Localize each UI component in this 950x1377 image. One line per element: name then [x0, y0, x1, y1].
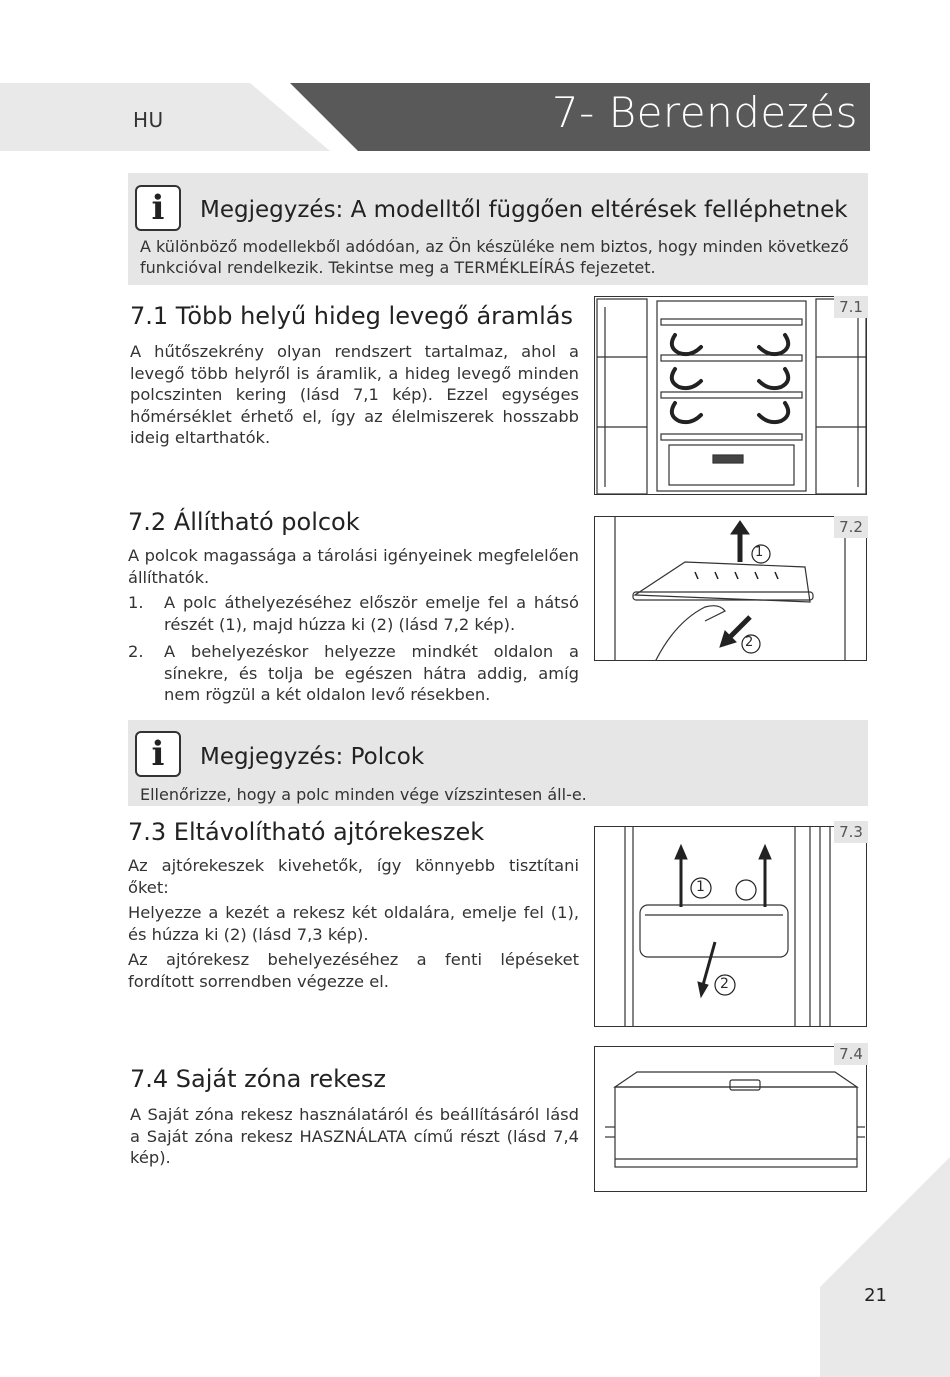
figure-7-2 [594, 516, 867, 661]
language-code: HU [133, 108, 164, 132]
section-7-2-steps [128, 592, 579, 706]
note-box-shelves [128, 720, 868, 806]
section-7-2-intro: A polcok magassága a tárolási igényeinek megfelelően állíthatók. [128, 546, 579, 587]
note-box-model-variations [128, 173, 868, 285]
fridge-airflow-illustration [595, 297, 867, 495]
figure-7-1 [594, 296, 867, 495]
note-title: Megjegyzés: A modelltől függően eltérések felléphetnek [200, 197, 848, 223]
door-bin-removal-illustration [595, 827, 867, 1027]
note-title: Megjegyzés: Polcok [200, 744, 425, 770]
info-icon: i [135, 185, 181, 231]
figure-7-4-label: 7.4 [834, 1043, 868, 1065]
section-7-3-p2: Helyezze a kezét a rekesz két oldalára, emelje fel (1), és húzza ki (2) (lásd 7,3 kép). [128, 903, 579, 944]
section-7-3-p3: Az ajtórekesz behelyezéséhez a fenti lépéseket fordított sorrendben végezze el. [128, 950, 579, 991]
step-item [128, 641, 579, 706]
step-text: A polc áthelyezéséhez először emelje fel a hátsó részét (1), majd húzza ki (2) (lásd 7,2 kép). [164, 593, 579, 634]
step-number: 1. [128, 593, 144, 612]
section-7-4-title: 7.4 Saját zóna rekesz [130, 1065, 386, 1093]
section-7-2-body [128, 545, 579, 712]
figure-7-3-label: 7.3 [834, 821, 868, 843]
shelf-removal-illustration [595, 517, 867, 661]
header-left-band [0, 83, 330, 151]
info-icon: i [135, 731, 181, 777]
note-text: Ellenőrizze, hogy a polc minden vége vízszintesen áll-e. [140, 785, 587, 804]
section-7-3-p1: Az ajtórekeszek kivehetők, így könnyebb tisztítani őket: [128, 856, 579, 897]
figure-7-1-label: 7.1 [834, 296, 868, 318]
chapter-title: 7- Berendezés [551, 88, 858, 137]
page-number: 21 [864, 1285, 887, 1306]
section-7-1-text: A hűtőszekrény olyan rendszert tartalmaz, ahol a levegő több helyről is áramlik, a hideg levegő minden polcszinten kering (lásd 7,1 kép). Ezzel egységes hőmérséklet érhető el, így az élelmiszerek hosszabb ideig eltarthatók. [130, 342, 579, 447]
section-7-3-body [128, 855, 579, 996]
section-7-1-title: 7.1 Több helyű hideg levegő áramlás [130, 302, 574, 330]
step-item [128, 592, 579, 635]
callout-2: 2 [720, 976, 729, 992]
callout-1: 1 [696, 879, 705, 895]
figure-7-3 [594, 826, 867, 1027]
figure-7-4 [594, 1046, 867, 1192]
section-7-2-title: 7.2 Állítható polcok [128, 508, 360, 536]
callout-1: 1 [755, 545, 764, 560]
drawer-illustration [595, 1047, 867, 1192]
section-7-3-title: 7.3 Eltávolítható ajtórekeszek [128, 818, 485, 846]
step-text: A behelyezéskor helyezze mindkét oldalon a sínekre, és tolja be egészen hátra addig, amíg nem rögzül a két oldalon levő résekben. [164, 642, 579, 704]
figure-7-2-label: 7.2 [834, 516, 868, 538]
section-7-4-text: A Saját zóna rekesz használatáról és beállításáról lásd a Saját zóna rekesz HASZNÁLATA című részt (lásd 7,4 kép). [130, 1105, 579, 1167]
callout-2: 2 [745, 635, 754, 650]
step-number: 2. [128, 642, 144, 661]
note-text: A különböző modellekből adódóan, az Ön készüléke nem biztos, hogy minden következő funkcióval rendelkezik. Tekintse meg a TERMÉKLEÍRÁS fejezetet. [140, 237, 849, 277]
